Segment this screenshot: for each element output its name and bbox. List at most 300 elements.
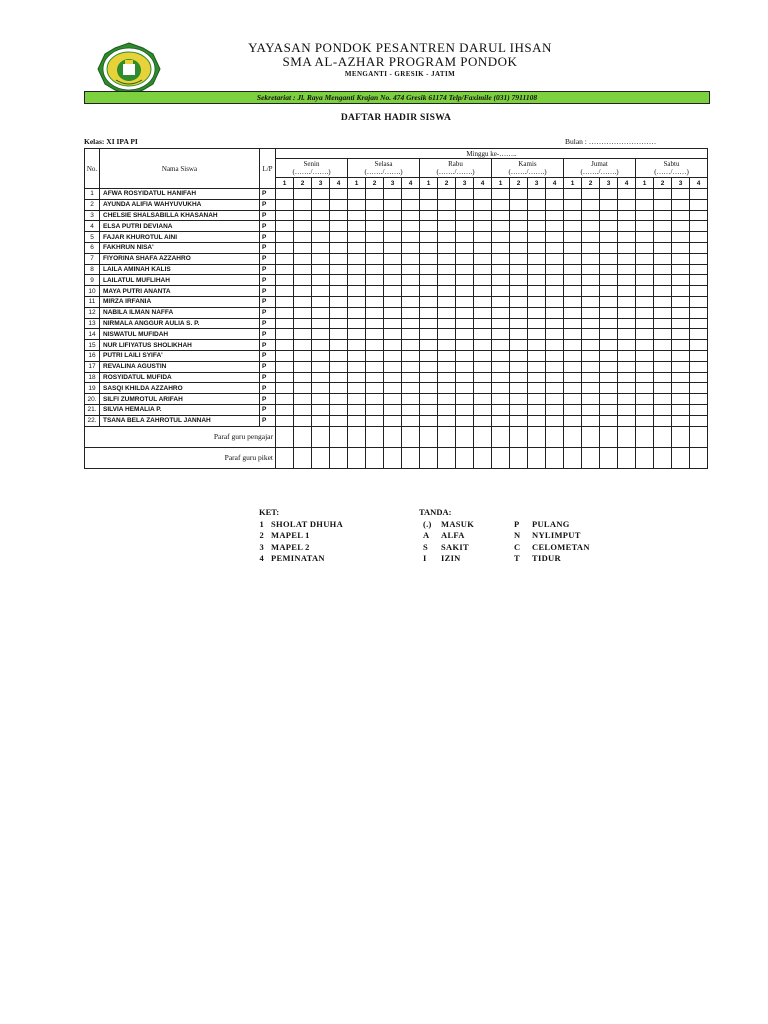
attendance-cell[interactable]: [654, 372, 672, 383]
attendance-cell[interactable]: [474, 350, 492, 361]
attendance-cell[interactable]: [636, 275, 654, 286]
attendance-cell[interactable]: [546, 296, 564, 307]
attendance-cell[interactable]: [456, 286, 474, 297]
attendance-cell[interactable]: [546, 221, 564, 232]
attendance-cell[interactable]: [600, 372, 618, 383]
attendance-cell[interactable]: [276, 383, 294, 394]
attendance-cell[interactable]: [690, 232, 708, 243]
attendance-cell[interactable]: [348, 232, 366, 243]
signature-cell[interactable]: [654, 426, 672, 447]
attendance-cell[interactable]: [672, 253, 690, 264]
signature-cell[interactable]: [348, 426, 366, 447]
attendance-cell[interactable]: [654, 329, 672, 340]
attendance-cell[interactable]: [420, 372, 438, 383]
attendance-cell[interactable]: [582, 404, 600, 415]
attendance-cell[interactable]: [474, 242, 492, 253]
attendance-cell[interactable]: [330, 221, 348, 232]
attendance-cell[interactable]: [330, 415, 348, 426]
signature-cell[interactable]: [276, 426, 294, 447]
attendance-cell[interactable]: [294, 286, 312, 297]
attendance-cell[interactable]: [366, 253, 384, 264]
attendance-cell[interactable]: [402, 210, 420, 221]
attendance-cell[interactable]: [582, 275, 600, 286]
attendance-cell[interactable]: [420, 210, 438, 221]
attendance-cell[interactable]: [600, 318, 618, 329]
attendance-cell[interactable]: [582, 296, 600, 307]
attendance-cell[interactable]: [330, 189, 348, 200]
attendance-cell[interactable]: [474, 296, 492, 307]
attendance-cell[interactable]: [546, 232, 564, 243]
signature-cell[interactable]: [294, 426, 312, 447]
attendance-cell[interactable]: [582, 394, 600, 405]
attendance-cell[interactable]: [348, 318, 366, 329]
attendance-cell[interactable]: [636, 242, 654, 253]
attendance-cell[interactable]: [312, 221, 330, 232]
attendance-cell[interactable]: [330, 232, 348, 243]
attendance-cell[interactable]: [348, 329, 366, 340]
attendance-cell[interactable]: [528, 361, 546, 372]
attendance-cell[interactable]: [384, 340, 402, 351]
attendance-cell[interactable]: [582, 286, 600, 297]
attendance-cell[interactable]: [672, 275, 690, 286]
attendance-cell[interactable]: [330, 372, 348, 383]
attendance-cell[interactable]: [330, 242, 348, 253]
attendance-cell[interactable]: [456, 372, 474, 383]
attendance-cell[interactable]: [528, 415, 546, 426]
attendance-cell[interactable]: [402, 221, 420, 232]
attendance-cell[interactable]: [294, 199, 312, 210]
attendance-cell[interactable]: [582, 210, 600, 221]
attendance-cell[interactable]: [474, 372, 492, 383]
attendance-cell[interactable]: [636, 318, 654, 329]
attendance-cell[interactable]: [384, 264, 402, 275]
attendance-cell[interactable]: [438, 199, 456, 210]
attendance-cell[interactable]: [600, 286, 618, 297]
attendance-cell[interactable]: [492, 286, 510, 297]
signature-cell[interactable]: [384, 447, 402, 468]
attendance-cell[interactable]: [348, 221, 366, 232]
attendance-cell[interactable]: [582, 329, 600, 340]
attendance-cell[interactable]: [636, 372, 654, 383]
attendance-cell[interactable]: [582, 232, 600, 243]
attendance-cell[interactable]: [456, 221, 474, 232]
attendance-cell[interactable]: [690, 329, 708, 340]
attendance-cell[interactable]: [348, 372, 366, 383]
attendance-cell[interactable]: [654, 307, 672, 318]
attendance-cell[interactable]: [420, 296, 438, 307]
attendance-cell[interactable]: [402, 350, 420, 361]
attendance-cell[interactable]: [690, 221, 708, 232]
attendance-cell[interactable]: [492, 307, 510, 318]
attendance-cell[interactable]: [330, 264, 348, 275]
attendance-cell[interactable]: [492, 404, 510, 415]
attendance-cell[interactable]: [510, 189, 528, 200]
attendance-cell[interactable]: [366, 340, 384, 351]
attendance-cell[interactable]: [384, 350, 402, 361]
attendance-cell[interactable]: [582, 242, 600, 253]
attendance-cell[interactable]: [654, 318, 672, 329]
attendance-cell[interactable]: [312, 415, 330, 426]
attendance-cell[interactable]: [402, 189, 420, 200]
attendance-cell[interactable]: [510, 232, 528, 243]
attendance-cell[interactable]: [420, 318, 438, 329]
attendance-cell[interactable]: [438, 340, 456, 351]
attendance-cell[interactable]: [600, 264, 618, 275]
attendance-cell[interactable]: [276, 415, 294, 426]
attendance-cell[interactable]: [384, 253, 402, 264]
attendance-cell[interactable]: [294, 329, 312, 340]
attendance-cell[interactable]: [510, 199, 528, 210]
attendance-cell[interactable]: [312, 404, 330, 415]
attendance-cell[interactable]: [690, 350, 708, 361]
attendance-cell[interactable]: [402, 361, 420, 372]
attendance-cell[interactable]: [312, 286, 330, 297]
attendance-cell[interactable]: [456, 296, 474, 307]
signature-cell[interactable]: [546, 426, 564, 447]
attendance-cell[interactable]: [510, 307, 528, 318]
attendance-cell[interactable]: [438, 253, 456, 264]
attendance-cell[interactable]: [438, 232, 456, 243]
attendance-cell[interactable]: [276, 404, 294, 415]
attendance-cell[interactable]: [564, 383, 582, 394]
attendance-cell[interactable]: [276, 242, 294, 253]
attendance-cell[interactable]: [420, 404, 438, 415]
attendance-cell[interactable]: [348, 189, 366, 200]
attendance-cell[interactable]: [582, 307, 600, 318]
attendance-cell[interactable]: [348, 296, 366, 307]
attendance-cell[interactable]: [510, 253, 528, 264]
attendance-cell[interactable]: [510, 361, 528, 372]
attendance-cell[interactable]: [438, 189, 456, 200]
attendance-cell[interactable]: [582, 199, 600, 210]
signature-cell[interactable]: [510, 447, 528, 468]
attendance-cell[interactable]: [384, 275, 402, 286]
attendance-cell[interactable]: [474, 415, 492, 426]
attendance-cell[interactable]: [636, 253, 654, 264]
attendance-cell[interactable]: [546, 210, 564, 221]
attendance-cell[interactable]: [528, 210, 546, 221]
attendance-cell[interactable]: [690, 253, 708, 264]
attendance-cell[interactable]: [438, 361, 456, 372]
attendance-cell[interactable]: [510, 275, 528, 286]
attendance-cell[interactable]: [384, 210, 402, 221]
attendance-cell[interactable]: [510, 350, 528, 361]
attendance-cell[interactable]: [564, 318, 582, 329]
attendance-cell[interactable]: [654, 296, 672, 307]
attendance-cell[interactable]: [420, 242, 438, 253]
attendance-cell[interactable]: [618, 286, 636, 297]
attendance-cell[interactable]: [618, 329, 636, 340]
attendance-cell[interactable]: [438, 329, 456, 340]
attendance-cell[interactable]: [330, 275, 348, 286]
attendance-cell[interactable]: [528, 372, 546, 383]
attendance-cell[interactable]: [474, 383, 492, 394]
attendance-cell[interactable]: [546, 394, 564, 405]
attendance-cell[interactable]: [294, 361, 312, 372]
attendance-cell[interactable]: [474, 264, 492, 275]
attendance-cell[interactable]: [654, 221, 672, 232]
attendance-cell[interactable]: [582, 318, 600, 329]
attendance-cell[interactable]: [384, 296, 402, 307]
attendance-cell[interactable]: [294, 372, 312, 383]
attendance-cell[interactable]: [456, 253, 474, 264]
signature-cell[interactable]: [402, 447, 420, 468]
attendance-cell[interactable]: [582, 383, 600, 394]
attendance-cell[interactable]: [348, 404, 366, 415]
attendance-cell[interactable]: [546, 199, 564, 210]
attendance-cell[interactable]: [420, 307, 438, 318]
attendance-cell[interactable]: [276, 210, 294, 221]
attendance-cell[interactable]: [582, 361, 600, 372]
attendance-cell[interactable]: [672, 340, 690, 351]
attendance-cell[interactable]: [294, 340, 312, 351]
attendance-cell[interactable]: [672, 199, 690, 210]
attendance-cell[interactable]: [564, 329, 582, 340]
attendance-cell[interactable]: [420, 253, 438, 264]
attendance-cell[interactable]: [312, 318, 330, 329]
attendance-cell[interactable]: [654, 361, 672, 372]
attendance-cell[interactable]: [474, 232, 492, 243]
attendance-cell[interactable]: [528, 383, 546, 394]
attendance-cell[interactable]: [366, 242, 384, 253]
attendance-cell[interactable]: [474, 404, 492, 415]
attendance-cell[interactable]: [456, 210, 474, 221]
attendance-cell[interactable]: [384, 372, 402, 383]
attendance-cell[interactable]: [420, 232, 438, 243]
attendance-cell[interactable]: [600, 329, 618, 340]
attendance-cell[interactable]: [474, 361, 492, 372]
attendance-cell[interactable]: [402, 296, 420, 307]
attendance-cell[interactable]: [384, 242, 402, 253]
attendance-cell[interactable]: [510, 394, 528, 405]
attendance-cell[interactable]: [546, 242, 564, 253]
signature-cell[interactable]: [456, 447, 474, 468]
attendance-cell[interactable]: [366, 350, 384, 361]
attendance-cell[interactable]: [312, 242, 330, 253]
attendance-cell[interactable]: [546, 264, 564, 275]
attendance-cell[interactable]: [294, 210, 312, 221]
attendance-cell[interactable]: [618, 361, 636, 372]
attendance-cell[interactable]: [672, 318, 690, 329]
attendance-cell[interactable]: [492, 221, 510, 232]
attendance-cell[interactable]: [420, 189, 438, 200]
attendance-cell[interactable]: [420, 329, 438, 340]
attendance-cell[interactable]: [348, 199, 366, 210]
attendance-cell[interactable]: [582, 221, 600, 232]
signature-cell[interactable]: [456, 426, 474, 447]
attendance-cell[interactable]: [276, 264, 294, 275]
attendance-cell[interactable]: [672, 372, 690, 383]
attendance-cell[interactable]: [690, 372, 708, 383]
attendance-cell[interactable]: [294, 221, 312, 232]
attendance-cell[interactable]: [474, 253, 492, 264]
signature-cell[interactable]: [510, 426, 528, 447]
attendance-cell[interactable]: [654, 415, 672, 426]
attendance-cell[interactable]: [600, 242, 618, 253]
attendance-cell[interactable]: [294, 253, 312, 264]
attendance-cell[interactable]: [384, 189, 402, 200]
attendance-cell[interactable]: [474, 329, 492, 340]
signature-cell[interactable]: [564, 447, 582, 468]
attendance-cell[interactable]: [294, 275, 312, 286]
attendance-cell[interactable]: [564, 275, 582, 286]
attendance-cell[interactable]: [492, 242, 510, 253]
attendance-cell[interactable]: [276, 286, 294, 297]
attendance-cell[interactable]: [402, 286, 420, 297]
attendance-cell[interactable]: [690, 264, 708, 275]
attendance-cell[interactable]: [276, 318, 294, 329]
signature-cell[interactable]: [672, 447, 690, 468]
signature-cell[interactable]: [528, 426, 546, 447]
attendance-cell[interactable]: [312, 383, 330, 394]
attendance-cell[interactable]: [330, 394, 348, 405]
attendance-cell[interactable]: [600, 415, 618, 426]
attendance-cell[interactable]: [438, 275, 456, 286]
attendance-cell[interactable]: [294, 318, 312, 329]
attendance-cell[interactable]: [438, 210, 456, 221]
attendance-cell[interactable]: [690, 394, 708, 405]
attendance-cell[interactable]: [366, 318, 384, 329]
attendance-cell[interactable]: [690, 296, 708, 307]
attendance-cell[interactable]: [546, 361, 564, 372]
attendance-cell[interactable]: [690, 275, 708, 286]
attendance-cell[interactable]: [564, 307, 582, 318]
attendance-cell[interactable]: [474, 199, 492, 210]
signature-cell[interactable]: [330, 447, 348, 468]
attendance-cell[interactable]: [474, 189, 492, 200]
attendance-cell[interactable]: [510, 415, 528, 426]
attendance-cell[interactable]: [546, 253, 564, 264]
attendance-cell[interactable]: [456, 242, 474, 253]
attendance-cell[interactable]: [402, 415, 420, 426]
attendance-cell[interactable]: [546, 340, 564, 351]
attendance-cell[interactable]: [618, 318, 636, 329]
attendance-cell[interactable]: [618, 350, 636, 361]
attendance-cell[interactable]: [330, 404, 348, 415]
attendance-cell[interactable]: [294, 404, 312, 415]
signature-cell[interactable]: [438, 447, 456, 468]
attendance-cell[interactable]: [402, 253, 420, 264]
attendance-cell[interactable]: [618, 296, 636, 307]
attendance-cell[interactable]: [312, 350, 330, 361]
attendance-cell[interactable]: [492, 415, 510, 426]
attendance-cell[interactable]: [492, 383, 510, 394]
attendance-cell[interactable]: [690, 361, 708, 372]
attendance-cell[interactable]: [402, 242, 420, 253]
attendance-cell[interactable]: [276, 221, 294, 232]
attendance-cell[interactable]: [672, 286, 690, 297]
attendance-cell[interactable]: [348, 210, 366, 221]
attendance-cell[interactable]: [456, 307, 474, 318]
attendance-cell[interactable]: [654, 394, 672, 405]
attendance-cell[interactable]: [438, 404, 456, 415]
attendance-cell[interactable]: [330, 361, 348, 372]
signature-cell[interactable]: [276, 447, 294, 468]
attendance-cell[interactable]: [420, 394, 438, 405]
attendance-cell[interactable]: [618, 242, 636, 253]
attendance-cell[interactable]: [636, 232, 654, 243]
attendance-cell[interactable]: [420, 221, 438, 232]
attendance-cell[interactable]: [636, 350, 654, 361]
attendance-cell[interactable]: [672, 189, 690, 200]
attendance-cell[interactable]: [438, 307, 456, 318]
attendance-cell[interactable]: [636, 329, 654, 340]
attendance-cell[interactable]: [366, 415, 384, 426]
attendance-cell[interactable]: [456, 340, 474, 351]
attendance-cell[interactable]: [456, 415, 474, 426]
attendance-cell[interactable]: [312, 253, 330, 264]
attendance-cell[interactable]: [366, 189, 384, 200]
attendance-cell[interactable]: [654, 404, 672, 415]
attendance-cell[interactable]: [582, 372, 600, 383]
attendance-cell[interactable]: [474, 307, 492, 318]
attendance-cell[interactable]: [546, 372, 564, 383]
attendance-cell[interactable]: [492, 329, 510, 340]
attendance-cell[interactable]: [474, 340, 492, 351]
attendance-cell[interactable]: [276, 340, 294, 351]
attendance-cell[interactable]: [564, 210, 582, 221]
attendance-cell[interactable]: [456, 275, 474, 286]
attendance-cell[interactable]: [348, 350, 366, 361]
attendance-cell[interactable]: [276, 296, 294, 307]
attendance-cell[interactable]: [348, 264, 366, 275]
attendance-cell[interactable]: [438, 383, 456, 394]
attendance-cell[interactable]: [294, 242, 312, 253]
attendance-cell[interactable]: [600, 394, 618, 405]
attendance-cell[interactable]: [312, 296, 330, 307]
attendance-cell[interactable]: [600, 350, 618, 361]
attendance-cell[interactable]: [636, 210, 654, 221]
attendance-cell[interactable]: [564, 415, 582, 426]
attendance-cell[interactable]: [528, 350, 546, 361]
attendance-cell[interactable]: [474, 275, 492, 286]
signature-cell[interactable]: [690, 426, 708, 447]
attendance-cell[interactable]: [600, 232, 618, 243]
attendance-cell[interactable]: [564, 199, 582, 210]
attendance-cell[interactable]: [384, 318, 402, 329]
attendance-cell[interactable]: [456, 329, 474, 340]
attendance-cell[interactable]: [528, 318, 546, 329]
attendance-cell[interactable]: [366, 383, 384, 394]
attendance-cell[interactable]: [654, 264, 672, 275]
attendance-cell[interactable]: [276, 372, 294, 383]
attendance-cell[interactable]: [654, 232, 672, 243]
attendance-cell[interactable]: [582, 350, 600, 361]
attendance-cell[interactable]: [528, 296, 546, 307]
attendance-cell[interactable]: [348, 275, 366, 286]
attendance-cell[interactable]: [438, 415, 456, 426]
attendance-cell[interactable]: [492, 394, 510, 405]
attendance-cell[interactable]: [276, 199, 294, 210]
attendance-cell[interactable]: [564, 286, 582, 297]
attendance-cell[interactable]: [636, 415, 654, 426]
signature-cell[interactable]: [420, 426, 438, 447]
attendance-cell[interactable]: [312, 329, 330, 340]
attendance-cell[interactable]: [330, 286, 348, 297]
attendance-cell[interactable]: [348, 253, 366, 264]
attendance-cell[interactable]: [366, 286, 384, 297]
attendance-cell[interactable]: [366, 404, 384, 415]
attendance-cell[interactable]: [366, 199, 384, 210]
attendance-cell[interactable]: [330, 318, 348, 329]
attendance-cell[interactable]: [672, 210, 690, 221]
attendance-cell[interactable]: [366, 264, 384, 275]
attendance-cell[interactable]: [456, 404, 474, 415]
attendance-cell[interactable]: [330, 296, 348, 307]
attendance-cell[interactable]: [690, 383, 708, 394]
attendance-cell[interactable]: [348, 415, 366, 426]
attendance-cell[interactable]: [294, 350, 312, 361]
